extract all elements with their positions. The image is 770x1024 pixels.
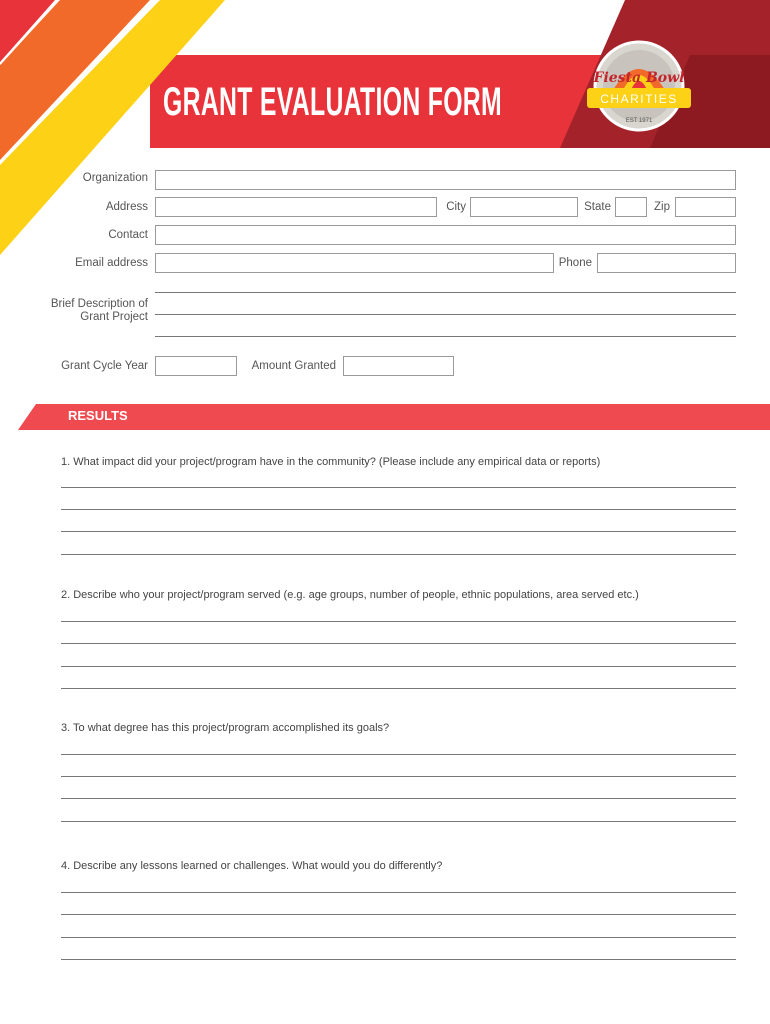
logo-charities: CHARITIES [600, 92, 678, 106]
answer-2-line-3[interactable] [61, 666, 736, 667]
results-heading: RESULTS [68, 408, 128, 423]
description-label-line2: Grant Project [80, 311, 148, 323]
question-1: 1. What impact did your project/program have in the community? (Please include any empirical data or reports) [61, 456, 601, 468]
answer-2-line-1[interactable] [61, 621, 736, 622]
answer-2-line-4[interactable] [61, 688, 736, 689]
answer-3-line-4[interactable] [61, 821, 736, 822]
logo-wordmark: Fiesta Bowl [593, 70, 685, 86]
description-line-3[interactable] [155, 336, 736, 337]
answer-1-line-4[interactable] [61, 554, 736, 555]
state-label: State [584, 201, 611, 213]
state-field[interactable] [615, 197, 647, 217]
answer-4-line-4[interactable] [61, 959, 736, 960]
answer-3-line-3[interactable] [61, 798, 736, 799]
cycle-year-field[interactable] [155, 356, 237, 376]
answer-4-line-3[interactable] [61, 937, 736, 938]
contact-label: Contact [108, 229, 148, 241]
logo-est: EST 1971 [625, 118, 653, 124]
answer-1-line-2[interactable] [61, 509, 736, 510]
answer-1-line-3[interactable] [61, 531, 736, 532]
amount-granted-field[interactable] [343, 356, 454, 376]
answer-4-line-1[interactable] [61, 892, 736, 893]
organization-label: Organization [82, 172, 148, 184]
city-label: City [446, 201, 466, 213]
zip-field[interactable] [675, 197, 736, 217]
answer-4-line-2[interactable] [61, 914, 736, 915]
city-field[interactable] [470, 197, 578, 217]
phone-label: Phone [558, 257, 592, 269]
organization-field[interactable] [155, 170, 736, 190]
phone-field[interactable] [597, 253, 736, 273]
cycle-year-label: Grant Cycle Year [61, 360, 148, 372]
description-label-line1: Brief Description of [50, 298, 148, 310]
question-2: 2. Describe who your project/program served (e.g. age groups, number of people, ethnic populations, area served etc.) [61, 589, 639, 601]
answer-1-line-1[interactable] [61, 487, 736, 488]
address-field[interactable] [155, 197, 437, 217]
amount-granted-label: Amount Granted [251, 360, 336, 372]
question-4: 4. Describe any lessons learned or challenges. What would you do differently? [61, 860, 443, 872]
zip-label: Zip [654, 201, 670, 213]
address-label: Address [105, 201, 148, 213]
question-3: 3. To what degree has this project/program accomplished its goals? [61, 722, 390, 734]
contact-field[interactable] [155, 225, 736, 245]
answer-2-line-2[interactable] [61, 643, 736, 644]
description-line-2[interactable] [155, 314, 736, 315]
email-label: Email address [75, 257, 148, 269]
fiesta-bowl-logo [583, 38, 698, 138]
page-title: GRANT EVALUATION FORM [163, 80, 502, 124]
answer-3-line-2[interactable] [61, 776, 736, 777]
email-field[interactable] [155, 253, 554, 273]
answer-3-line-1[interactable] [61, 754, 736, 755]
description-line-1[interactable] [155, 292, 736, 293]
